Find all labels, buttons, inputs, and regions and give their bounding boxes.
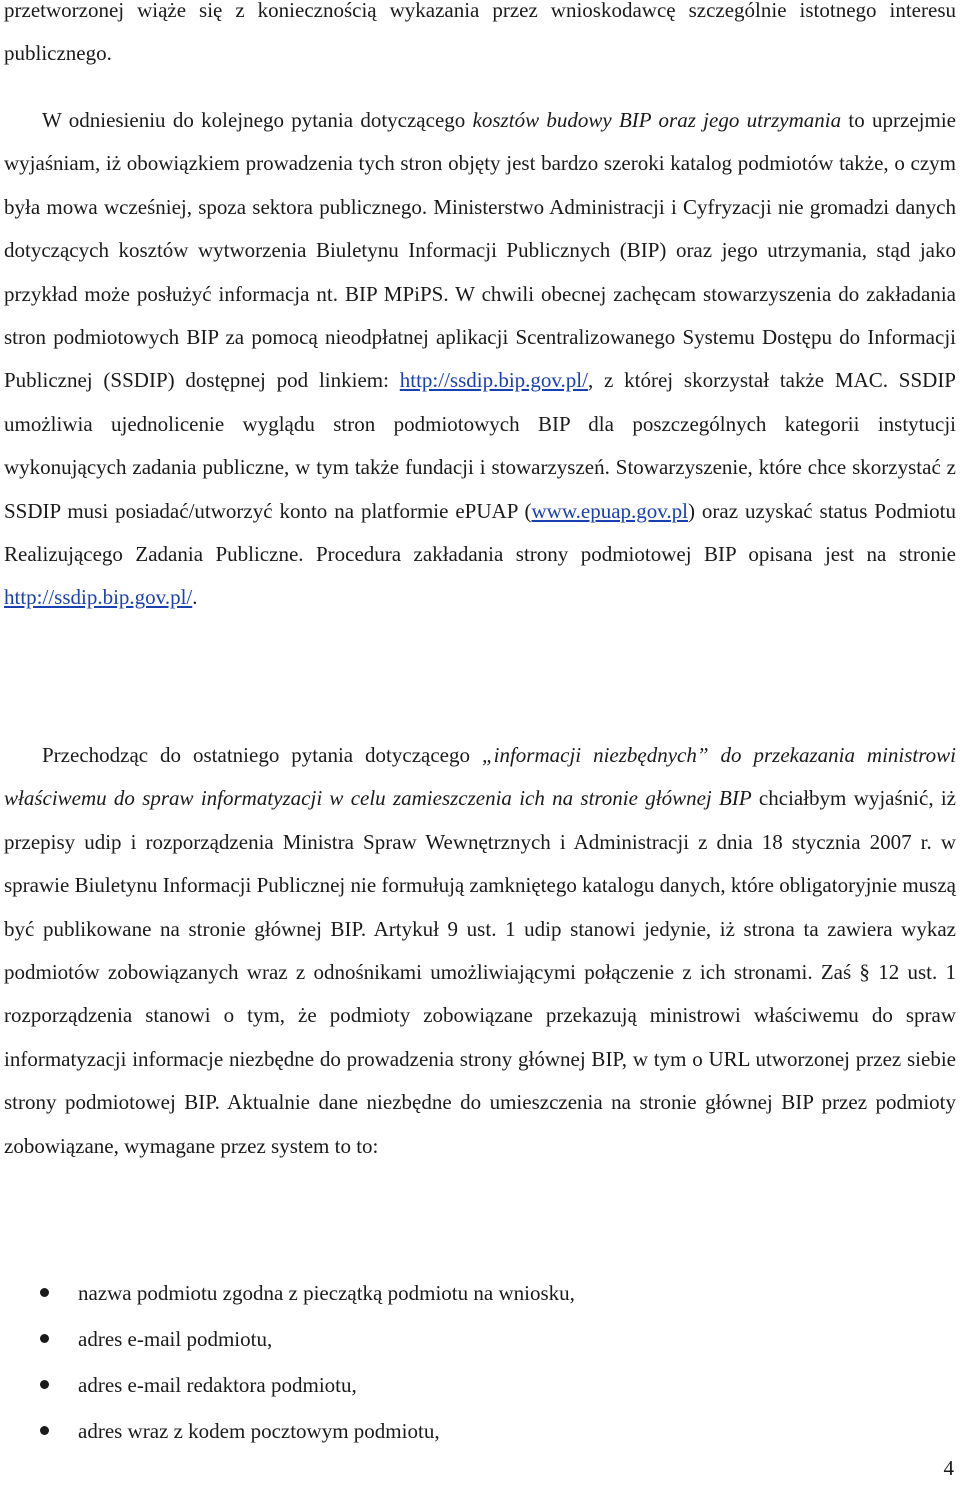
list-item [4, 1270, 956, 1316]
paragraph-required-info-text-2: chciałbym wyjaśnić, iż przepisy udip i rozporządzenia Ministra Spraw Wewnętrznych i Administracji z dnia 18 stycznia 2007 r. w sprawie Biuletynu Informacji Publicznej nie formułują zamkniętego katalogu danych, które obligatoryjnie muszą być publikowane na stronie głównej BIP. Artykuł 9 ust. 1 udip stanowi jedynie, iż strona ta zawiera wykaz podmiotów zobowiązanych wraz z odnośnikami umożliwiającymi połączenie z ich stronami. Zaś § 12 ust. 1 rozporządzenia stanowi o tym, że podmioty zobowiązane przekazują ministrowi właściwemu do spraw informatyzacji informacje niezbędne do prowadzenia strony głównej BIP, w tym o URL utworzonej przez siebie strony podmiotowej BIP. Aktualnie dane niezbędne do umieszczenia na stronie głównej BIP przez podmioty zobowiązane, wymagane przez system to to: [4, 786, 956, 1158]
bullet-icon [40, 1380, 49, 1389]
paragraph-costs-text-1: W odniesieniu do kolejnego pytania dotyczącego [42, 108, 473, 132]
ssdip-procedure-link[interactable]: http://ssdip.bip.gov.pl/ [4, 585, 193, 610]
ssdip-link[interactable]: http://ssdip.bip.gov.pl/ [399, 368, 588, 393]
paragraph-intro [4, 0, 956, 76]
bullet-icon [40, 1334, 49, 1343]
required-data-list [4, 1270, 956, 1454]
bullet-icon [40, 1288, 49, 1297]
list-item-text: adres wraz z kodem pocztowym podmiotu, [78, 1419, 440, 1443]
list-item-text: adres e-mail podmiotu, [78, 1327, 273, 1351]
list-item [4, 1362, 956, 1408]
paragraph-costs-italic-phrase: kosztów budowy BIP oraz jego utrzymania [472, 108, 842, 132]
paragraph-costs-text-4: ) oraz uzyskać status Podmiotu Realizującego Zadania Publiczne. Procedura zakładania strony podmiotowej BIP opisana jest na stronie [4, 498, 956, 567]
paragraph-costs-text-2: to uprzejmie wyjaśniam, iż obowiązkiem prowadzenia tych stron objęty jest bardzo szeroki katalog podmiotów także, o czym była mowa wcześniej, spoza sektora publicznego. Ministerstwo Administracji i Cyfryzacji nie gromadzi danych dotyczących kosztów wytworzenia Biuletynu Informacji Publicznych (BIP) oraz jego utrzymania, stąd jako przykład może posłużyć informacja nt. BIP MPiPS. W chwili obecnej zachęcam stowarzyszenia do zakładania stron podmiotowych BIP za pomocą nieodpłatnej aplikacji Scentralizowanego Systemu Dostępu do Informacji Publicznej (SSDIP) dostępnej pod linkiem: [4, 108, 956, 393]
epuap-link[interactable]: www.epuap.gov.pl [531, 498, 689, 523]
paragraph-required-info [4, 734, 956, 1168]
paragraph-required-info-text-1: Przechodząc do ostatniego pytania dotyczącego [42, 743, 482, 767]
bullet-icon [40, 1426, 49, 1435]
paragraph-costs-text-5: . [192, 585, 198, 610]
paragraph-costs [4, 99, 956, 620]
list-item-text: adres e-mail redaktora podmiotu, [78, 1373, 357, 1397]
list-item [4, 1316, 956, 1362]
list-item-text: nazwa podmiotu zgodna z pieczątką podmiotu na wniosku, [78, 1281, 575, 1305]
paragraph-costs-text-3: , z której skorzystał także MAC. SSDIP umożliwia ujednolicenie wyglądu stron podmiotowych BIP dla poszczególnych kategorii instytucji wykonujących zadania publiczne, w tym także fundacji i stowarzyszeń. Stowarzyszenie, które chce skorzystać z SSDIP musi posiadać/utworzyć konto na platformie ePUAP ( [4, 368, 956, 523]
list-item [4, 1408, 956, 1454]
paragraph-required-info-italic-phrase: „informacji niezbędnych” do przekazania ministrowi właściwemu do spraw informatyzacji w celu zamieszczenia ich na stronie głównej BIP [4, 743, 956, 811]
page-number: 4 [943, 1456, 954, 1480]
paragraph-intro-text: przetworzonej wiąże się z koniecznością wykazania przez wnioskodawcę szczególnie istotnego interesu publicznego. [4, 0, 956, 66]
